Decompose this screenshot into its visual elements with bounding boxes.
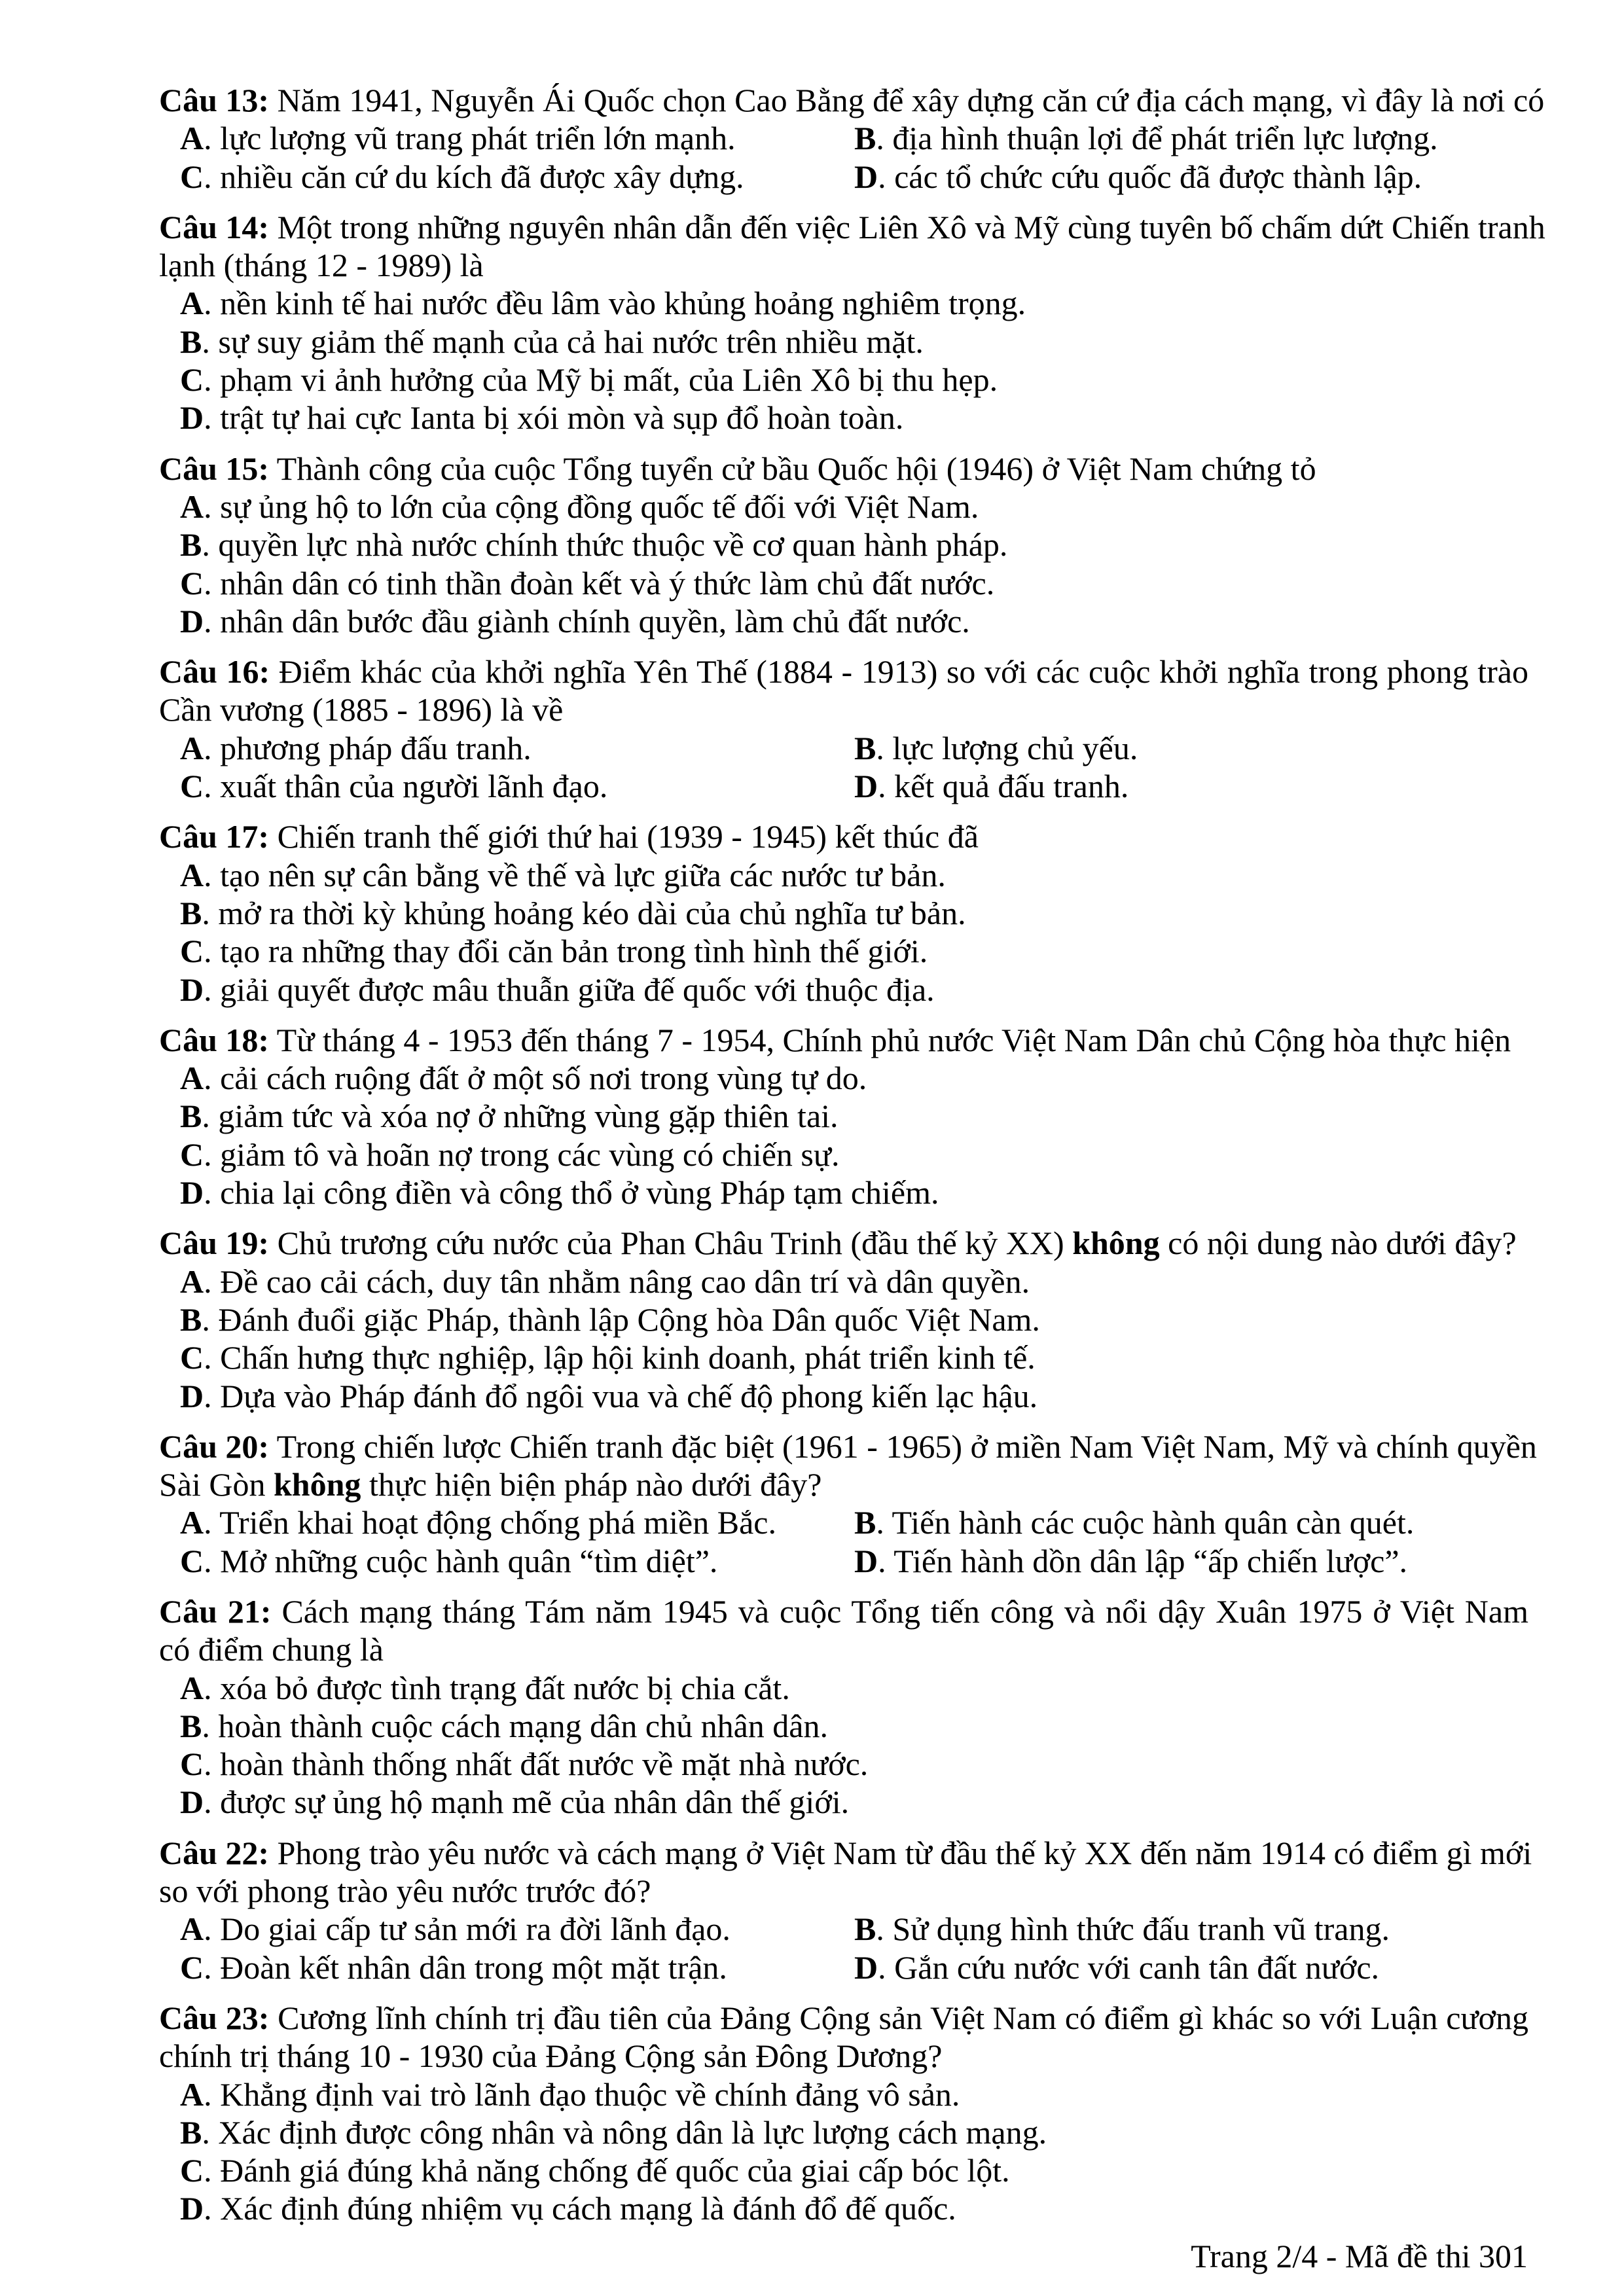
option-text: . sự suy giảm thế mạnh của cả hai nước trên nhiều mặt. [202,323,924,360]
option-text: . nền kinh tế hai nước đều lâm vào khủng hoảng nghiêm trọng. [204,285,1026,322]
question-stem-line [159,450,1528,488]
option-text: . các tổ chức cứu quốc đã được thành lập. [878,158,1422,195]
option-text: . địa hình thuận lợi để phát triển lực lượng. [876,120,1438,157]
options [159,284,1528,437]
option-b [180,323,1528,361]
option-a [180,1910,854,1948]
options [159,1263,1528,1415]
option-c [180,1338,1528,1376]
stem-text: Cương lĩnh chính trị đầu tiên của Đảng Cộng sản Việt Nam có điểm gì khác so với Luận cương [269,1999,1528,2036]
page-footer: Trang 2/4 - Mã đề thi 301 [1191,2238,1528,2274]
question [159,1021,1528,1211]
question-stem-line [159,1630,1528,1668]
option-c [180,158,854,196]
option-letter: A [180,1910,204,1948]
option-text: . Đánh giá đúng khả năng chống đế quốc của giai cấp bóc lột. [204,2152,1010,2189]
option-c [180,564,1528,602]
question-stem-line [159,1021,1528,1059]
option-text: . phạm vi ảnh hưởng của Mỹ bị mất, của Liên Xô bị thu hẹp. [204,361,998,399]
options [159,1669,1528,1821]
option-text: . hoàn thành cuộc cách mạng dân chủ nhân dân. [202,1707,828,1744]
stem-text: Chiến tranh thế giới thứ hai (1939 - 1945) kết thúc đã [269,818,979,855]
option-text: . quyền lực nhà nước chính thức thuộc về cơ quan hành pháp. [202,526,1008,564]
option-b [180,1707,1528,1745]
option-text: . mở ra thời kỳ khủng hoảng kéo dài của chủ nghĩa tư bản. [202,894,966,931]
question-stem-line [159,1592,1528,1630]
option-letter: C [180,1136,204,1173]
option-letter: B [854,120,876,157]
option-a [180,1669,1528,1707]
question-stem-line [159,2037,1528,2075]
option-d [854,158,1528,196]
stem-text: Từ tháng 4 - 1953 đến tháng 7 - 1954, Chính phủ nước Việt Nam Dân chủ Cộng hòa thực hiện [269,1021,1511,1058]
stem-text: Sài Gòn [159,1466,274,1503]
option-text: . hoàn thành thống nhất đất nước về mặt nhà nước. [204,1746,869,1783]
option-row [180,1503,1528,1541]
stem-text: lạnh (tháng 12 - 1989) là [159,247,484,284]
stem-text: chính trị tháng 10 - 1930 của Đảng Cộng sản Đông Dương? [159,2037,943,2075]
option-text: . lực lượng chủ yếu. [876,729,1138,766]
option-a [180,284,1528,322]
question-stem-line [159,1834,1532,1872]
option-d [854,1948,1528,1986]
option-letter: A [180,120,204,157]
option-letter: C [180,1948,204,1986]
emphasis-text: không [274,1466,361,1503]
option-letter: B [180,526,202,564]
option-text: . Triển khai hoạt động chống phá miền Bắc. [204,1504,776,1541]
stem-text: Cần vương (1885 - 1896) là về [159,691,564,728]
option-c [180,361,1528,399]
option-row [180,767,1528,805]
option-a [180,729,854,767]
option-text: . Khẳng định vai trò lãnh đạo thuộc về chính đảng vô sản. [204,2075,960,2113]
option-letter: D [180,602,204,639]
option-letter: B [180,2113,202,2151]
option-text: . nhân dân có tinh thần đoàn kết và ý thức làm chủ đất nước. [204,564,995,601]
question [159,1834,1532,1986]
option-row [180,1910,1528,1948]
stem-text: Cách mạng tháng Tám năm 1945 và cuộc Tổng tiến công và nổi dậy Xuân 1975 ở Việt Nam [271,1592,1528,1630]
stem-text: so với phong trào yêu nước trước đó? [159,1873,651,1910]
option-letter: A [180,488,204,525]
option-letter: B [180,894,202,931]
option-b [854,1910,1528,1948]
stem-text: có điểm chung là [159,1631,384,1668]
option-text: . giải quyết được mâu thuẫn giữa đế quốc với thuộc địa. [204,971,935,1008]
option-c [180,1136,1528,1174]
option-row [180,119,1528,157]
question-number: Câu 14: [159,208,270,245]
question-stem-line [159,1465,1528,1503]
option-letter: B [180,1707,202,1744]
option-letter: D [854,768,878,805]
question-number: Câu 21: [159,1592,272,1630]
option-d [180,1174,1528,1211]
options [159,1059,1528,1211]
option-text: . lực lượng vũ trang phát triển lớn mạnh. [204,120,736,157]
option-text: . Chấn hưng thực nghiệp, lập hội kinh doanh, phát triển kinh tế. [204,1339,1036,1376]
option-a [180,1503,854,1541]
stem-text: Chủ trương cứu nước của Phan Châu Trinh (đầu thế kỷ XX) [269,1225,1073,1262]
stem-text: thực hiện biện pháp nào dưới đây? [361,1466,822,1503]
option-text: . xóa bỏ được tình trạng đất nước bị chia cắt. [204,1669,790,1706]
option-letter: D [180,2190,204,2227]
option-d [180,602,1528,640]
option-b [854,729,1528,767]
option-text: . Xác định đúng nhiệm vụ cách mạng là đánh đổ đế quốc. [204,2190,956,2227]
question-stem-line [159,1224,1528,1262]
question [159,1592,1528,1821]
question [159,653,1528,805]
exam-page-content [159,81,1545,2240]
question-number: Câu 23: [159,1999,270,2036]
question-stem-line [159,1999,1528,2037]
emphasis-text: không [1072,1225,1160,1262]
option-text: . trật tự hai cực Ianta bị xói mòn và sụp đổ hoàn toàn. [204,399,904,437]
option-letter: D [854,1542,878,1579]
option-text: . tạo ra những thay đổi căn bản trong tình hình thế giới. [204,933,928,970]
option-letter: C [180,361,204,399]
options [159,2075,1528,2228]
option-text: . nhiều căn cứ du kích đã được xây dựng. [204,158,744,195]
option-a [180,1059,1528,1097]
option-text: . Đoàn kết nhân dân trong một mặt trận. [204,1948,727,1986]
option-text: . Tiến hành các cuộc hành quân càn quét. [876,1504,1415,1541]
option-a [180,488,1528,526]
option-letter: A [180,1504,204,1541]
option-row [180,1948,1528,1986]
option-c [180,1948,854,1986]
option-b [180,526,1528,564]
options [159,729,1528,806]
option-letter: B [180,1098,202,1135]
stem-text: có nội dung nào dưới đây? [1159,1225,1517,1262]
option-letter: D [180,1377,204,1414]
stem-text: Phong trào yêu nước và cách mạng ở Việt Nam từ đầu thế kỷ XX đến năm 1914 có điểm gì mới [269,1834,1532,1871]
question-stem-line [159,1872,1528,1910]
question-stem-line [159,1427,1537,1465]
question-number: Câu 15: [159,450,270,487]
option-d [854,767,1528,805]
option-c [180,767,854,805]
question [159,1427,1537,1580]
option-letter: A [180,729,204,766]
question-number: Câu 19: [159,1225,270,1262]
option-letter: C [180,564,204,601]
option-letter: B [854,1910,876,1948]
option-text: . Mở những cuộc hành quân “tìm diệt”. [204,1542,718,1579]
option-d [180,1377,1528,1415]
option-b [854,119,1528,157]
option-text: . Tiến hành dồn dân lập “ấp chiến lược”. [878,1542,1408,1579]
option-letter: C [180,1542,204,1579]
question-stem-line [159,81,1545,119]
options [159,1910,1528,1986]
option-d [854,1542,1528,1580]
option-letter: C [180,2152,204,2189]
stem-text: Trong chiến lược Chiến tranh đặc biệt (1961 - 1965) ở miền Nam Việt Nam, Mỹ và chính quyền [269,1427,1537,1465]
option-b [180,894,1528,932]
option-d [180,399,1528,437]
option-letter: D [854,158,878,195]
question-number: Câu 20: [159,1427,270,1465]
option-text: . Xác định được công nhân và nông dân là lực lượng cách mạng. [202,2113,1047,2151]
option-b [180,2113,1528,2151]
option-d [180,2189,1528,2227]
option-b [854,1503,1528,1541]
option-text: . kết quả đấu tranh. [878,768,1129,805]
option-text: . Dựa vào Pháp đánh đổ ngôi vua và chế độ phong kiến lạc hậu. [204,1377,1038,1414]
question-number: Câu 17: [159,818,270,855]
stem-text: Điểm khác của khởi nghĩa Yên Thế (1884 - 1913) so với các cuộc khởi nghĩa trong phong trào [270,653,1528,691]
question [159,1999,1528,2228]
option-letter: C [180,933,204,970]
option-letter: C [180,1339,204,1376]
option-text: . tạo nên sự cân bằng về thế và lực giữa các nước tư bản. [204,856,946,893]
options [159,119,1528,196]
question [159,450,1528,640]
question-stem-line [159,691,1528,728]
option-d [180,971,1528,1009]
stem-text: Thành công của cuộc Tổng tuyển cử bầu Quốc hội (1946) ở Việt Nam chứng tỏ [269,450,1316,487]
option-text: . giảm tức và xóa nợ ở những vùng gặp thiên tai. [202,1098,839,1135]
option-letter: D [180,1784,204,1821]
option-letter: D [180,399,204,437]
option-text: . sự ủng hộ to lớn của cộng đồng quốc tế đối với Việt Nam. [204,488,979,525]
question-number: Câu 16: [159,653,270,691]
question-stem-line [159,653,1528,691]
stem-text: Năm 1941, Nguyễn Ái Quốc chọn Cao Bằng để xây dựng căn cứ địa cách mạng, vì đây là nơi có [269,82,1545,118]
option-c [180,1542,854,1580]
option-a [180,1263,1528,1300]
option-text: . Sử dụng hình thức đấu tranh vũ trang. [876,1910,1390,1948]
option-letter: D [180,971,204,1008]
option-text: . xuất thân của người lãnh đạo. [204,768,608,805]
option-text: . cải cách ruộng đất ở một số nơi trong vùng tự do. [204,1060,867,1097]
option-text: . Do giai cấp tư sản mới ra đời lãnh đạo. [204,1910,731,1948]
option-letter: B [180,1300,202,1338]
option-a [180,2075,1528,2113]
option-text: . Đánh đuổi giặc Pháp, thành lập Cộng hòa Dân quốc Việt Nam. [202,1300,1040,1338]
option-letter: A [180,856,204,893]
option-text: . nhân dân bước đầu giành chính quyền, làm chủ đất nước. [204,602,970,639]
question-number: Câu 22: [159,1834,270,1871]
question-stem-line [159,208,1545,246]
option-text: . phương pháp đấu tranh. [204,729,532,766]
option-letter: B [854,1504,876,1541]
option-letter: B [180,323,202,360]
option-text: . được sự ủng hộ mạnh mẽ của nhân dân thế giới. [204,1784,850,1821]
option-letter: C [180,158,204,195]
question-number: Câu 18: [159,1021,270,1058]
option-letter: C [180,1746,204,1783]
option-b [180,1300,1528,1338]
option-letter: C [180,768,204,805]
option-text: . Gắn cứu nước với canh tân đất nước. [878,1948,1380,1986]
question-stem-line [159,246,1528,284]
question [159,1224,1528,1414]
option-letter: A [180,1263,204,1300]
question-number: Câu 13: [159,82,270,118]
option-letter: B [854,729,876,766]
question-stem-line [159,817,1528,855]
options [159,1503,1528,1580]
option-text: . Đề cao cải cách, duy tân nhằm nâng cao dân trí và dân quyền. [204,1263,1030,1300]
option-c [180,1745,1528,1783]
option-d [180,1783,1528,1821]
option-text: . giảm tô và hoãn nợ trong các vùng có chiến sự. [204,1136,840,1173]
option-c [180,932,1528,970]
option-letter: D [854,1948,878,1986]
option-letter: A [180,1669,204,1706]
option-letter: D [180,1174,204,1211]
option-text: . chia lại công điền và công thổ ở vùng Pháp tạm chiếm. [204,1174,939,1211]
question [159,817,1528,1008]
option-letter: A [180,1060,204,1097]
option-b [180,1097,1528,1135]
option-row [180,158,1528,196]
option-row [180,1542,1528,1580]
options [159,488,1528,640]
question [159,81,1545,196]
option-a [180,856,1528,894]
stem-text: Một trong những nguyên nhân dẫn đến việc Liên Xô và Mỹ cùng tuyên bố chấm dứt Chiến tranh [269,208,1545,245]
question [159,208,1545,437]
option-letter: A [180,285,204,322]
option-row [180,729,1528,767]
options [159,856,1528,1009]
option-letter: A [180,2075,204,2113]
option-a [180,119,854,157]
option-c [180,2151,1528,2189]
